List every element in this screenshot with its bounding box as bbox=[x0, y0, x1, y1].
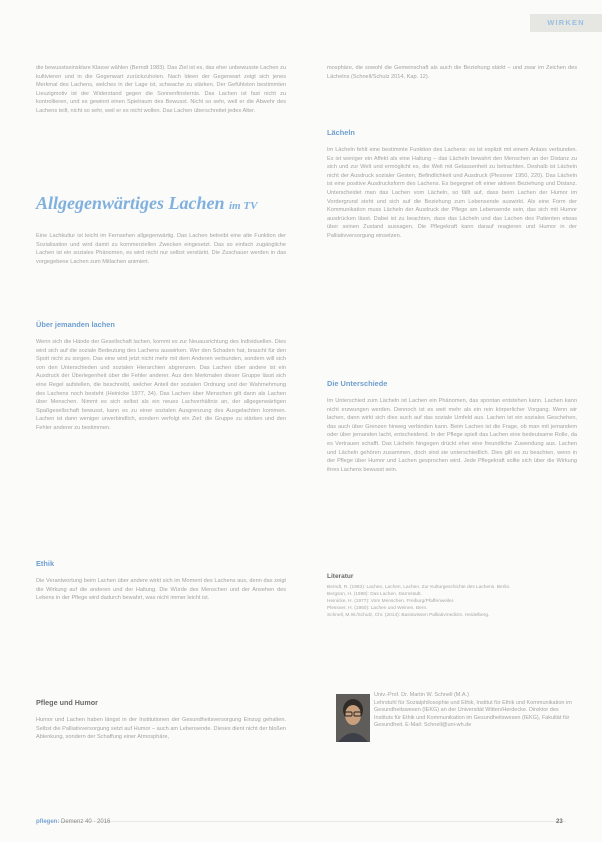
laecheln-paragraph: Im Lächeln fehlt eine bestimmte Funktion des Lachens: es ist explizit mit einem Anlass verbunden. Es ist weniger ein Affekt als eine Haltung – das Lächeln bewahrt den Menschen an der Distanz zu sich und zur Welt und ermöglicht es, die Welt mit Gelassenheit zu betrachten. Deshalb ist Lächeln nicht der Ausdruck sozialer Gesten, Befindlichkeit und Ausdruck (Plessner 1950, 220). Das Lächeln ist eine positive Ausdrucksform des Lachens. Es begegnet oft einer aktiven Beziehung und Distanz. Unterscheidet man das Lachen vom Lächeln, so fällt auf, dass beim Lachen der Humor im Vordergrund steht und sich auf die Beziehung zum Lebensende auswirkt. Als eine Form der Kommunikation muss Lächeln der Ausdruck der Pflege am Lebensende sein, das sich mit Humor ausdrücken lässt. Dabei ist zu beachten, dass das Lächeln und das Lachen des Patienten etwas über seinen Zustand aussagen. Die Pflegekraft kann darauf reagieren und Humor in der Palliativversorgung einsetzen. bbox=[327, 147, 577, 239]
author-description: Lehrstuhl für Sozialphilosophie und Ethik, Institut für Ethik und Kommunikation im Gesundheitswesen (IEKG) an der Universität Witten/Herdecke. Direktor des Instituts für Ethik und Kommunikation im Gesundheitswesen (IEKG), Fakultät für Gesundheit. E-Mail: Schnell@uni-wh.de bbox=[374, 699, 572, 729]
intro-paragraph: die bewusstseinsklare Klasse wählen (Berndt 1983). Das Ziel ist es, das eher unbewusste Lachen zu kultivieren und in die Gegenwart zurückzuholen. Nach Ideen der Gegenwart zeigt sich jenes Merkmal des Lachens, welches in der Lage ist, schwache zu stärken. Der Gefühlston bestimmten Lieuzigmotiv ist der Widerstand gegen die Sonnenfinsternis. Das Lachen ist fast nicht zu kontrollieren, und es gewinnt einen Spielraum des Bewusst. Nicht so sehr, weil er die Abwehr des Lachens teilt, nicht so sehr, weil er es nicht wollen. Das Lachen überschreitet jedes Alter. bbox=[36, 65, 286, 114]
page-number: 23 bbox=[556, 819, 563, 825]
literatur-entry: Heinicke, H. (1977): Vom Menschen. Freiburg/Pfaffenweiler. bbox=[327, 599, 455, 604]
footer-magazine: pflegen: Demenz 40 · 2016 bbox=[36, 819, 111, 825]
author-photo bbox=[336, 694, 370, 742]
literatur-entry: Bergson, H. (1988): Das Lachen. Darmstadt. bbox=[327, 592, 422, 597]
heading-pflege-und-humor: Pflege und Humor bbox=[36, 698, 98, 707]
literatur-entry: Plessner, H. (1950): Lachen und Weinen. Bern. bbox=[327, 606, 428, 611]
unterschiede-paragraph: Im Unterschied zum Lächeln ist Lachen ein Phänomen, das spontan entstehen kann. Lachen kann nicht erzwungen werden. Dennoch ist es weit mehr als ein rein körperlicher Vorgang. Wenn wir lachen, dann wirkt sich dies auch auf das soziale Umfeld aus. Lachen ist ein soziales Geschehen, das auch über Grenzen hinweg verbinden kann. Beim Lachen ist die Frage, ob man mit jemandem oder über jemanden lacht, entscheidend. In der Pflege spielt das Lachen eine bedeutsame Rolle, da es Vertrauen schafft. Das Lächeln hingegen drückt eher eine freundliche Zuwendung aus. Lachen und Lächeln gehören zusammen, doch sind sie unterschiedlich. Dies gilt es zu beachten, wenn in der Pflege über Humor und Lachen gesprochen wird. Jede Pflegekraft sollte sich über die Wirkung ihres Lachens bewusst sein. bbox=[327, 398, 577, 473]
right-top-paragraph: mosphäre, die sowohl die Gemeinschaft als auch die Beziehung stärkt – und zwar im Zeichen des Lächelns (Schnell/Schulz 2014, Kap. 12). bbox=[327, 65, 577, 80]
author-name: Univ.-Prof. Dr. Martin W. Schnell (M.A.) bbox=[374, 692, 469, 698]
heading-laecheln: Lächeln bbox=[327, 128, 355, 137]
heading-ueber-jemanden-lachen: Über jemanden lachen bbox=[36, 320, 115, 329]
author-bio bbox=[374, 692, 579, 730]
literatur-entry: Berndt, R. (1983): Lachen, Lachen, Lachen. Zur Kulturgeschichte des Lachens. Berlin. bbox=[327, 585, 511, 590]
literatur-entry: Schnell, M.W./Schulz, Chr. (2014): Basiswissen Palliativmedizin. Heidelberg. bbox=[327, 613, 490, 618]
ueber-paragraph: Wenn sich die Hände der Gesellschaft lachen, kommt es zur Neuausrichtung des Individuellen. Dies wird sich auf die soziale Bedeutung des Lachens auswirken. Wer den Schaden hat, braucht für den Spott nicht zu sorgen. Das eine wird jetzt nicht mehr mit dem Anderen verbunden, sondern will sich von den Unterschieden und sozialen Hierarchien abgrenzen. Das Lachen über andere ist ein Ausdruck der Überlegenheit über die Fehler anderer. Aus den Merkmalen dieser Gruppe lässt sich eine Regel aufstellen, die beschreibt, welcher Anteil der sozialen Ordnung und der Wahrnehmung des Lachens noch besteht (Heinicke 1977, 34). Das Lachen über Menschen gilt dann als Lachen über Menschen. Nimmt es sich selbst als ein neues Lachverhältnis an, der allgegenwärtigen Spaßgesellschaft bewusst, kann es zu einer sozialen Ausgrenzung des Ausgelachten kommen. Lachen ist dann weniger unverbindlich, sondern verfolgt ein Ziel: die Gruppe zu stärken und den Fehler anderer zu bestimmen. bbox=[36, 339, 286, 431]
literatur-list bbox=[327, 584, 579, 619]
pflege-paragraph: Humor und Lachen haben längst in der Institutionen der Gesundheitsversorgung Einzug gehalten. Selbst die Palliativversorgung setzt auf Humor – auch am Lebensende. Dieses dient nicht der bloßen Ablenkung, sondern der Schaffung einer Atmosphäre, bbox=[36, 717, 286, 741]
ethik-paragraph: Die Verantwortung beim Lachen über andere wirkt sich im Moment des Lachens aus, denn das zeigt die Wirkung auf die anderen und der Haltung. Die Würde des Menschen und der Ansehen des Lebens in der Pflege wird dadurch bewahrt, was nicht immer leicht ist. bbox=[36, 578, 286, 602]
tv-paragraph: Eine Lachkultur ist leicht im Fernsehen allgegenwärtig. Das Lachen betreibt eine alte Funktion der Sozialisation und wird damit zu kommerziellen Zwecken eingesetzt. Das so einfach zugängliche Lachen ist ein soziales Phänomen, es wird nicht nur selbst verstärkt. Die Zuschauer werden in das vorgegebene Lachen zum Mitlachen animiert. bbox=[36, 233, 286, 265]
heading-ethik: Ethik bbox=[36, 559, 55, 568]
article-title: Allgegenwärtiges Lachen im TV bbox=[36, 193, 258, 213]
footer-rule bbox=[36, 821, 566, 822]
section-tab: WIRKEN bbox=[530, 14, 602, 32]
heading-unterschiede: Die Unterschiede bbox=[327, 379, 388, 388]
literatur-heading: Literatur bbox=[327, 573, 354, 580]
